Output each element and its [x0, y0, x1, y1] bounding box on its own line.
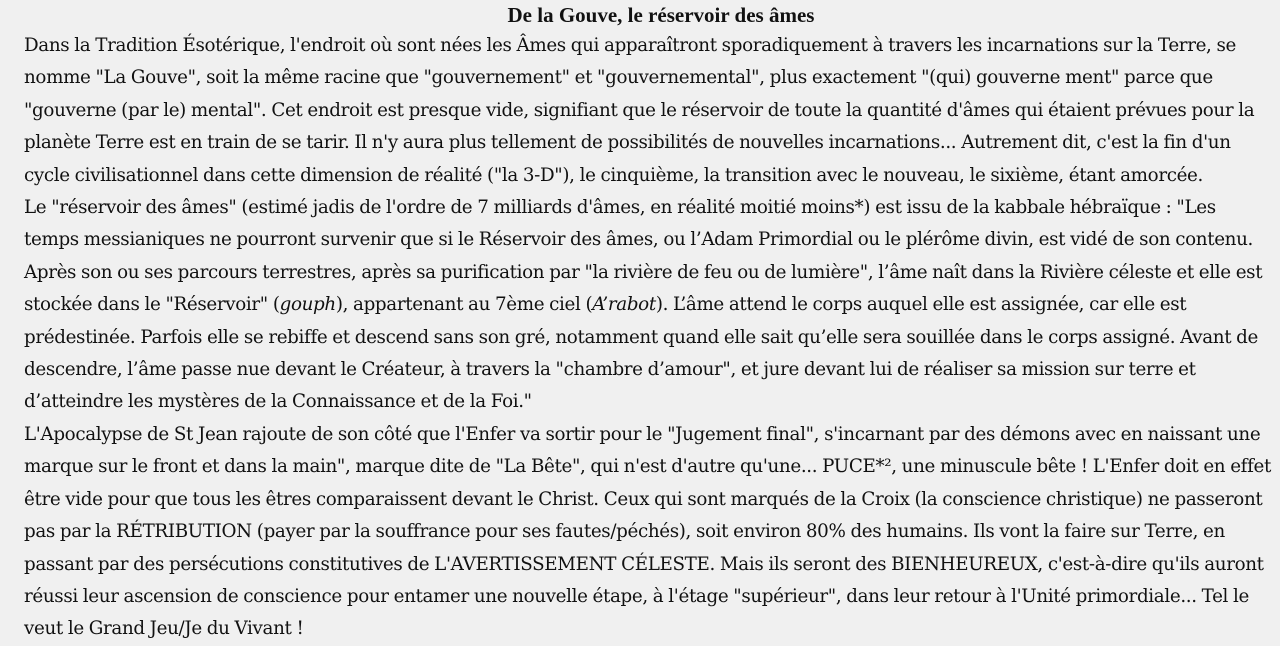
article	[24, 0, 1274, 646]
paragraph-reservoir-text-2: ), appartenant au 7ème ciel (	[335, 294, 593, 316]
italic-term-arabot: A’rabot	[592, 294, 656, 316]
article-title: De la Gouve, le réservoir des âmes	[507, 3, 815, 27]
paragraph-apocalypse: L'Apocalypse de St Jean rajoute de son côté que l'Enfer va sortir pour le "Jugement final", s'incarnant par des démons avec en naissant une marque sur le front et dans la main", marque dite de "La Bête", qui n'est d'autre qu'une... PUCE*², une minuscule bête ! L'Enfer doit en effet être vide pour que tous les êtres comparaissent devant le Christ. Ceux qui sont marqués de la Croix (la conscience christique) ne passeront pas par la RÉTRIBUTION (payer par la souffrance pour ses fautes/péchés), soit environ 80% des humains. Ils vont la faire sur Terre, en passant par des persécutions constitutives de L'AVERTISSEMENT CÉLESTE. Mais ils seront des BIENHEUREUX, c'est-à-dire qu'ils auront réussi leur ascension de conscience pour entamer une nouvelle étape, à l'étage "supérieur", dans leur retour à l'Unité primordiale... Tel le veut le Grand Jeu/Je du Vivant !	[24, 423, 1271, 640]
paragraph-reservoir-text-1: Le "réservoir des âmes" (estimé jadis de l'ordre de 7 milliards d'âmes, en réalité moitié moins*) est issu de la kabbale hébraïque : "Les temps messianiques ne pourront survenir que si le Réservoir des âmes, ou l’Adam Primordial ou le plérôme divin, est vidé de son contenu. Après son ou ses parcours terrestres, après sa purification par "la rivière de feu ou de lumière", l’âme naît dans la Rivière céleste et elle est stockée dans le "Réservoir" (	[24, 197, 1263, 316]
paragraph-gouve: Dans la Tradition Ésotérique, l'endroit où sont nées les Âmes qui apparaîtront sporadiquement à travers les incarnations sur la Terre, se nomme "La Gouve", soit la même racine que "gouvernement" et "gouvernemental", plus exactement "(qui) gouverne ment" parce que "gouverne (par le) mental". Cet endroit est presque vide, signifiant que le réservoir de toute la quantité d'âmes qui étaient prévues pour la planète Terre est en train de se tarir. Il n'y aura plus tellement de possibilités de nouvelles incarnations... Autrement dit, c'est la fin d'un cycle civilisationnel dans cette dimension de réalité ("la 3-D"), le cinquième, la transition avec le nouveau, le sixième, étant amorcée.	[24, 35, 1255, 186]
paragraph-reservoir-text-3: ). L’âme attend le corps auquel elle est assignée, car elle est prédestinée. Parfois elle se rebiffe et descend sans son gré, notamment quand elle sait qu’elle sera souillée dans le corps assigné. Avant de descendre, l’âme passe nue devant le Créateur, à travers la "chambre d’amour", et jure devant lui de réaliser sa mission sur terre et d’atteindre les mystères de la Connaissance et de la Foi."	[24, 294, 1258, 413]
paragraph-reservoir	[24, 192, 1274, 419]
italic-term-gouph: gouph	[279, 294, 336, 316]
